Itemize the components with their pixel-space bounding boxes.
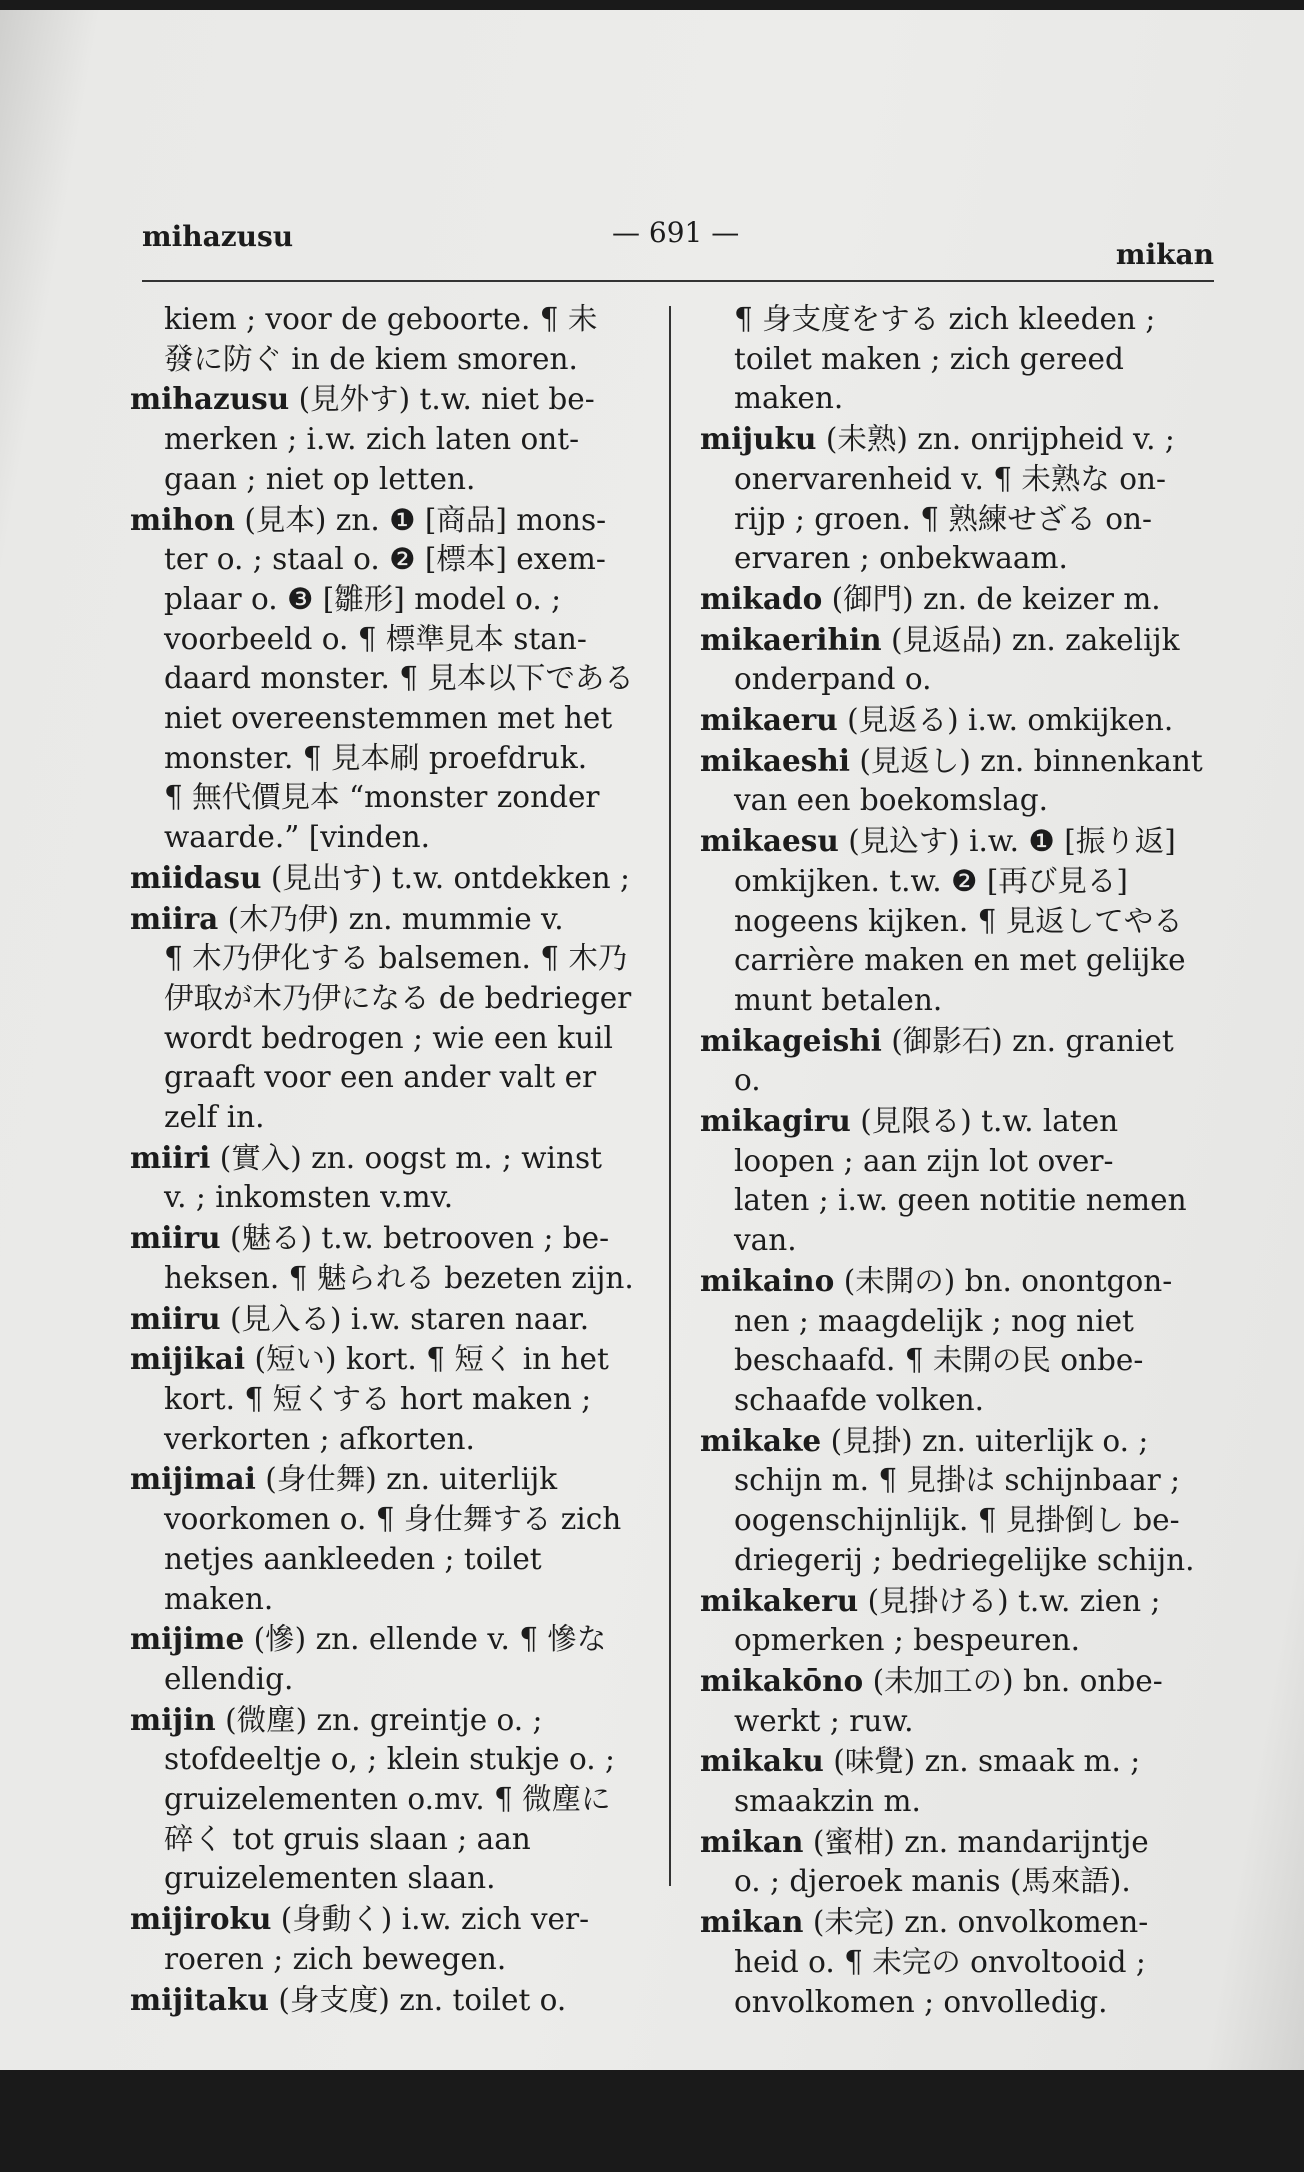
text-line: nen ; maagdelijk ; nog niet [734, 1303, 1134, 1338]
text-line: mijuku (未熟) zn. onrijpheid v. ; [700, 421, 1175, 457]
page-number: — 691 — [612, 216, 740, 249]
headword: mikaesu [700, 823, 839, 859]
text-line: mikaino (未開の) bn. onontgon- [700, 1262, 1173, 1298]
text-line: mikageishi (御影石) zn. graniet [700, 1022, 1174, 1058]
text-line: zelf in. [164, 1100, 265, 1135]
text-line: mijime (慘) zn. ellende v. ¶ 慘な [130, 1621, 607, 1657]
text-line: niet overeenstemmen met het [164, 701, 613, 736]
headword: mihon [130, 501, 235, 537]
text-line: ¶ 木乃伊化する balsemen. ¶ 木乃 [164, 941, 628, 976]
dictionary-page [0, 10, 1304, 2070]
text-line: schaafde volken. [734, 1382, 985, 1417]
text-line: voorkomen o. ¶ 身仕舞する zich [164, 1502, 622, 1537]
text-line: mikan (蜜柑) zn. mandarijntje [700, 1823, 1149, 1859]
text-line: van een boekomslag. [734, 783, 1049, 818]
headword: mikakōno [700, 1662, 864, 1698]
text-line: 發に防ぐ in de kiem smoren. [164, 341, 578, 376]
headword: miiri [130, 1139, 211, 1175]
text-line: rijp ; groen. ¶ 熟練せざる on- [734, 501, 1152, 536]
headword: mijin [130, 1701, 216, 1737]
text-line: o. [734, 1063, 761, 1098]
left-column [130, 300, 660, 2020]
text-line: 碎く tot gruis slaan ; aan [164, 1821, 531, 1856]
text-line: onvolkomen ; onvolledig. [734, 1984, 1108, 2019]
text-line: merken ; i.w. zich laten ont- [164, 422, 580, 457]
text-line: stofdeeltje o, ; klein stukje o. ; [164, 1742, 615, 1777]
headword: mikan [700, 1904, 804, 1940]
text-line: voorbeeld o. ¶ 標準見本 stan- [164, 621, 587, 656]
text-line: wordt bedrogen ; wie een kuil [164, 1020, 613, 1055]
headword: mihazusu [130, 381, 290, 417]
headword: miiru [130, 1300, 221, 1336]
text-line: ter o. ; staal o. ❷ [標本] exem- [164, 542, 606, 577]
text-line: toilet maken ; zich gereed maken. [734, 341, 1124, 416]
text-line: mikaesu (見込す) i.w. ❶ [振り返] [700, 823, 1176, 859]
right-column [700, 300, 1225, 2022]
text-line: mijitaku (身支度) zn. toilet o. [130, 1981, 567, 2017]
text-line: 伊取が木乃伊になる de bedrieger [164, 980, 632, 1015]
text-line: gaan ; niet op letten. [164, 461, 476, 496]
headword: mikaku [700, 1743, 824, 1779]
text-line: miiru (魅る) t.w. betrooven ; be- [130, 1220, 610, 1256]
text-line: netjes aankleeden ; toilet maken. [164, 1541, 542, 1616]
headword: mikado [700, 580, 823, 616]
headword: mijitaku [130, 1981, 269, 2017]
text-line: miiru (見入る) i.w. staren naar. [130, 1300, 590, 1336]
text-line: ellendig. [164, 1661, 294, 1696]
text-line: graaft voor een ander valt er [164, 1060, 597, 1095]
text-line: mijiroku (身動く) i.w. zich ver- [130, 1901, 590, 1937]
headword: miidasu [130, 859, 262, 895]
text-line: heid o. ¶ 未完の onvoltooid ; [734, 1944, 1146, 1979]
text-line: schijn m. ¶ 見掛は schijnbaar ; [734, 1463, 1181, 1498]
headword: mikaeshi [700, 742, 851, 778]
headword: mikan [700, 1823, 804, 1859]
text-line: monster. ¶ 見本刷 proefdruk. [164, 740, 588, 775]
text-line: mikaerihin (見返品) zn. zakelijk [700, 621, 1180, 657]
text-line: oogenschijnlijk. ¶ 見掛倒し be- [734, 1503, 1180, 1538]
text-line: o. ; djeroek manis (馬來語). [734, 1864, 1131, 1899]
text-line: werkt ; ruw. [734, 1703, 914, 1738]
text-line: mihon (見本) zn. ❶ [商品] mons- [130, 501, 607, 537]
text-line: omkijken. t.w. ❷ [再び見る] [734, 863, 1128, 898]
headword: mijuku [700, 421, 817, 457]
column-divider [669, 306, 671, 1886]
headword: mijiroku [130, 1901, 272, 1937]
text-line: onervarenheid v. ¶ 未熟な on- [734, 461, 1166, 496]
headword: mikageishi [700, 1022, 882, 1058]
text-line: mikaeru (見返る) i.w. omkijken. [700, 702, 1174, 738]
text-line: gruizelementen slaan. [164, 1861, 496, 1896]
text-line: loopen ; aan zijn lot over- [734, 1143, 1114, 1178]
text-line: kort. ¶ 短くする hort maken ; [164, 1381, 592, 1416]
text-line: mihazusu (見外す) t.w. niet be- [130, 381, 595, 417]
text-line: mijin (微塵) zn. greintje o. ; [130, 1701, 543, 1737]
text-line: nogeens kijken. ¶ 見返してやる [734, 903, 1183, 938]
text-line: kiem ; voor de geboorte. ¶ 未 [164, 302, 598, 336]
text-line: van. [734, 1223, 797, 1258]
headword: mikaerihin [700, 621, 882, 657]
text-line: mijimai (身仕舞) zn. uiterlijk [130, 1461, 558, 1497]
text-line: roeren ; zich bewegen. [164, 1941, 507, 1976]
headword: mijimai [130, 1461, 256, 1497]
text-line: mikake (見掛) zn. uiterlijk o. ; [700, 1422, 1149, 1458]
text-line: heksen. ¶ 魅られる bezeten zijn. [164, 1260, 634, 1295]
text-line: daard monster. ¶ 見本以下である [164, 661, 634, 696]
text-line: ervaren ; onbekwaam. [734, 541, 1068, 576]
text-line: mikakōno (未加工の) bn. onbe- [700, 1662, 1163, 1698]
text-line: miira (木乃伊) zn. mummie v. [130, 900, 564, 936]
text-line: mikakeru (見掛ける) t.w. zien ; [700, 1582, 1161, 1618]
text-line: plaar o. ❸ [雛形] model o. ; [164, 581, 562, 616]
headword: mijikai [130, 1341, 246, 1377]
text-line: beschaafd. ¶ 未開の民 onbe- [734, 1343, 1144, 1378]
running-head-left: mihazusu [142, 220, 294, 253]
headword: mikakeru [700, 1582, 859, 1618]
text-line: verkorten ; afkorten. [164, 1421, 475, 1456]
text-line: ¶ 無代價見本 “monster zonder [164, 780, 600, 815]
text-line: laten ; i.w. geen notitie nemen [734, 1183, 1187, 1218]
text-line: onderpand o. [734, 662, 932, 697]
text-line: mikagiru (見限る) t.w. laten [700, 1103, 1119, 1139]
text-line: miidasu (見出す) t.w. ontdekken ; [130, 859, 630, 895]
text-line: gruizelementen o.mv. ¶ 微塵に [164, 1782, 611, 1817]
text-line: driegerij ; bedriegelijke schijn. [734, 1542, 1195, 1577]
text-line: mikaeshi (見返し) zn. binnenkant [700, 742, 1203, 778]
running-head-right: mikan [1115, 238, 1214, 271]
text-line: mikan (未完) zn. onvolkomen- [700, 1904, 1149, 1940]
text-line: mijikai (短い) kort. ¶ 短く in het [130, 1341, 609, 1377]
text-line: smaakzin m. [734, 1784, 921, 1819]
headword: mikagiru [700, 1103, 851, 1139]
text-line: mikaku (味覺) zn. smaak m. ; [700, 1743, 1141, 1779]
text-line: waarde.” [vinden. [164, 820, 431, 855]
text-line: mikado (御門) zn. de keizer m. [700, 580, 1161, 616]
text-line: opmerken ; bespeuren. [734, 1623, 1080, 1658]
text-line: carrière maken en met gelijke [734, 943, 1186, 978]
headword: mikaino [700, 1262, 835, 1298]
text-line: munt betalen. [734, 982, 943, 1017]
header-rule [142, 280, 1214, 282]
text-line: ¶ 身支度をする zich kleeden ; [734, 302, 1156, 336]
headword: miira [130, 900, 219, 936]
headword: mikake [700, 1422, 822, 1458]
headword: miiru [130, 1220, 221, 1256]
text-line: miiri (實入) zn. oogst m. ; winst [130, 1139, 602, 1175]
text-line: v. ; inkomsten v.mv. [164, 1180, 454, 1215]
headword: mikaeru [700, 702, 838, 738]
headword: mijime [130, 1621, 245, 1657]
